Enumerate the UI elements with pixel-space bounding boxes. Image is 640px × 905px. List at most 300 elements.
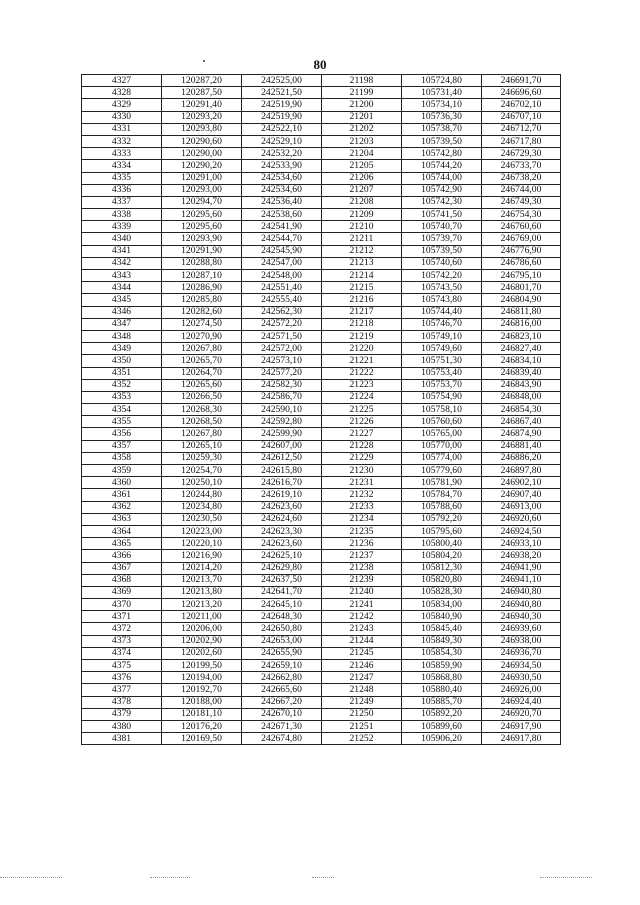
cell-y-left: 242637,50 [242,574,322,586]
cell-y-left: 242572,00 [242,343,322,355]
cell-y-right: 246804,90 [482,294,561,306]
cell-y-left: 242545,90 [242,245,322,257]
cell-point-id-left: 4327 [82,75,162,87]
cell-x-left: 120192,70 [162,684,242,696]
table-row [82,355,561,367]
cell-y-right: 246827,40 [482,343,561,355]
cell-y-right: 246920,60 [482,513,561,525]
cell-point-id-left: 4355 [82,416,162,428]
cell-x-left: 120244,80 [162,489,242,501]
cell-x-right: 105859,90 [402,660,482,672]
cell-x-right: 105743,50 [402,282,482,294]
table-row [82,123,561,135]
cell-y-right: 246691,70 [482,75,561,87]
table-row [82,733,561,745]
cell-x-left: 120188,00 [162,696,242,708]
table-row [82,684,561,696]
cell-point-id-left: 4363 [82,513,162,525]
cell-point-id-right: 21243 [322,623,402,635]
table-row [82,623,561,635]
cell-point-id-right: 21252 [322,733,402,745]
cell-point-id-right: 21234 [322,513,402,525]
table-row [82,428,561,440]
cell-x-left: 120220,10 [162,538,242,550]
cell-point-id-right: 21213 [322,257,402,269]
cell-point-id-right: 21198 [322,75,402,87]
table-row [82,550,561,562]
cell-y-right: 246712,70 [482,123,561,135]
cell-point-id-right: 21226 [322,416,402,428]
cell-y-right: 246696,60 [482,87,561,99]
cell-x-left: 120293,20 [162,111,242,123]
cell-point-id-left: 4338 [82,209,162,221]
cell-y-left: 242623,60 [242,538,322,550]
cell-point-id-left: 4350 [82,355,162,367]
cell-x-right: 105765,00 [402,428,482,440]
cell-x-right: 105739,50 [402,135,482,147]
cell-point-id-left: 4375 [82,660,162,672]
cell-point-id-right: 21247 [322,672,402,684]
cell-point-id-left: 4331 [82,123,162,135]
table-row [82,245,561,257]
cell-point-id-left: 4336 [82,184,162,196]
cell-y-right: 246926,00 [482,684,561,696]
table-row [82,87,561,99]
cell-point-id-right: 21206 [322,172,402,184]
cell-x-right: 105734,10 [402,99,482,111]
table-row [82,233,561,245]
cell-x-left: 120293,90 [162,233,242,245]
cell-point-id-left: 4378 [82,696,162,708]
cell-y-left: 242532,20 [242,148,322,160]
cell-point-id-left: 4373 [82,635,162,647]
cell-y-left: 242525,00 [242,75,322,87]
cell-x-right: 105740,60 [402,257,482,269]
cell-point-id-left: 4348 [82,330,162,342]
scan-edge-line [0,877,62,878]
scan-edge-line [150,877,190,878]
cell-x-right: 105779,60 [402,465,482,477]
cell-x-left: 120216,90 [162,550,242,562]
table-row [82,172,561,184]
cell-point-id-right: 21236 [322,538,402,550]
cell-y-right: 246940,80 [482,599,561,611]
cell-y-left: 242573,10 [242,355,322,367]
cell-x-left: 120213,80 [162,586,242,598]
cell-y-right: 246848,00 [482,391,561,403]
cell-point-id-right: 21204 [322,148,402,160]
table-row [82,720,561,732]
cell-y-left: 242562,30 [242,306,322,318]
cell-x-right: 105758,10 [402,404,482,416]
cell-x-left: 120230,50 [162,513,242,525]
cell-y-right: 246729,30 [482,148,561,160]
cell-x-right: 105770,00 [402,440,482,452]
cell-y-right: 246897,80 [482,465,561,477]
cell-x-right: 105749,10 [402,330,482,342]
cell-y-right: 246938,00 [482,635,561,647]
cell-x-left: 120214,20 [162,562,242,574]
cell-point-id-right: 21221 [322,355,402,367]
cell-point-id-left: 4343 [82,270,162,282]
cell-y-left: 242586,70 [242,391,322,403]
cell-point-id-right: 21200 [322,99,402,111]
cell-x-right: 105906,20 [402,733,482,745]
coordinates-table-body [82,75,561,745]
cell-y-left: 242582,30 [242,379,322,391]
cell-x-left: 120223,00 [162,525,242,537]
scan-edge-line [312,877,334,878]
scan-mark [203,60,205,62]
table-row [82,221,561,233]
cell-x-right: 105731,40 [402,87,482,99]
cell-point-id-left: 4358 [82,452,162,464]
cell-y-right: 246941,10 [482,574,561,586]
cell-y-left: 242629,80 [242,562,322,574]
cell-x-left: 120291,90 [162,245,242,257]
cell-y-left: 242522,10 [242,123,322,135]
cell-x-right: 105795,60 [402,525,482,537]
cell-point-id-right: 21238 [322,562,402,574]
cell-point-id-right: 21223 [322,379,402,391]
cell-y-left: 242667,20 [242,696,322,708]
cell-y-left: 242571,50 [242,330,322,342]
cell-y-right: 246717,80 [482,135,561,147]
cell-y-left: 242674,80 [242,733,322,745]
cell-x-left: 120234,80 [162,501,242,513]
cell-x-right: 105828,30 [402,586,482,598]
cell-y-left: 242529,10 [242,135,322,147]
cell-y-right: 246874,90 [482,428,561,440]
cell-point-id-right: 21246 [322,660,402,672]
cell-point-id-right: 21251 [322,720,402,732]
cell-point-id-left: 4344 [82,282,162,294]
cell-x-right: 105854,30 [402,647,482,659]
cell-x-left: 120181,10 [162,708,242,720]
cell-x-left: 120176,20 [162,720,242,732]
cell-x-left: 120290,20 [162,160,242,172]
cell-point-id-left: 4352 [82,379,162,391]
page-number: 80 [313,57,327,72]
cell-x-left: 120295,60 [162,221,242,233]
cell-y-right: 246816,00 [482,318,561,330]
cell-point-id-left: 4356 [82,428,162,440]
cell-y-right: 246913,00 [482,501,561,513]
cell-point-id-left: 4340 [82,233,162,245]
cell-x-right: 105736,30 [402,111,482,123]
table-row [82,501,561,513]
cell-y-right: 246754,30 [482,209,561,221]
cell-point-id-left: 4330 [82,111,162,123]
cell-point-id-right: 21248 [322,684,402,696]
cell-x-right: 105804,20 [402,550,482,562]
cell-y-right: 246769,00 [482,233,561,245]
cell-point-id-right: 21245 [322,647,402,659]
table-row [82,294,561,306]
table-row [82,660,561,672]
cell-point-id-right: 21240 [322,586,402,598]
cell-y-right: 246907,40 [482,489,561,501]
cell-x-right: 105834,00 [402,599,482,611]
cell-x-right: 105868,80 [402,672,482,684]
cell-y-right: 246749,30 [482,196,561,208]
scan-edge-line [540,877,592,878]
cell-point-id-right: 21218 [322,318,402,330]
table-row [82,404,561,416]
cell-x-right: 105849,30 [402,635,482,647]
cell-y-right: 246867,40 [482,416,561,428]
cell-x-right: 105743,80 [402,294,482,306]
cell-point-id-right: 21249 [322,696,402,708]
cell-x-left: 120206,00 [162,623,242,635]
table-row [82,270,561,282]
cell-y-right: 246917,90 [482,720,561,732]
cell-x-right: 105751,30 [402,355,482,367]
cell-y-left: 242538,60 [242,209,322,221]
table-row [82,367,561,379]
cell-y-right: 246902,10 [482,477,561,489]
cell-x-left: 120213,20 [162,599,242,611]
cell-point-id-left: 4345 [82,294,162,306]
cell-y-right: 246854,30 [482,404,561,416]
cell-point-id-left: 4362 [82,501,162,513]
cell-x-left: 120265,60 [162,379,242,391]
cell-x-right: 105754,90 [402,391,482,403]
table-row [82,184,561,196]
cell-point-id-left: 4347 [82,318,162,330]
table-row [82,99,561,111]
cell-x-right: 105845,40 [402,623,482,635]
table-row [82,379,561,391]
cell-point-id-left: 4361 [82,489,162,501]
cell-y-right: 246939,60 [482,623,561,635]
cell-point-id-left: 4368 [82,574,162,586]
cell-y-right: 246744,00 [482,184,561,196]
coordinates-table [81,74,561,745]
cell-point-id-left: 4374 [82,647,162,659]
cell-x-right: 105740,70 [402,221,482,233]
cell-x-right: 105899,60 [402,720,482,732]
cell-x-left: 120290,60 [162,135,242,147]
cell-y-right: 246738,20 [482,172,561,184]
cell-y-left: 242521,50 [242,87,322,99]
cell-y-left: 242645,10 [242,599,322,611]
cell-y-left: 242616,70 [242,477,322,489]
cell-point-id-right: 21229 [322,452,402,464]
cell-y-left: 242548,00 [242,270,322,282]
cell-point-id-right: 21231 [322,477,402,489]
cell-y-right: 246917,80 [482,733,561,745]
cell-x-right: 105892,20 [402,708,482,720]
cell-point-id-right: 21241 [322,599,402,611]
cell-y-left: 242519,90 [242,99,322,111]
cell-point-id-right: 21209 [322,209,402,221]
cell-point-id-right: 21202 [322,123,402,135]
cell-point-id-right: 21227 [322,428,402,440]
cell-x-right: 105742,30 [402,196,482,208]
cell-x-right: 105774,00 [402,452,482,464]
table-row [82,525,561,537]
cell-x-left: 120267,80 [162,428,242,440]
cell-y-left: 242619,10 [242,489,322,501]
cell-x-right: 105885,70 [402,696,482,708]
cell-y-left: 242612,50 [242,452,322,464]
cell-y-left: 242653,00 [242,635,322,647]
table-row [82,318,561,330]
cell-point-id-left: 4335 [82,172,162,184]
cell-x-left: 120290,00 [162,148,242,160]
cell-y-left: 242541,90 [242,221,322,233]
cell-y-left: 242671,30 [242,720,322,732]
cell-y-right: 246839,40 [482,367,561,379]
cell-y-left: 242536,40 [242,196,322,208]
cell-y-right: 246933,10 [482,538,561,550]
cell-y-left: 242625,10 [242,550,322,562]
table-row [82,611,561,623]
table-row [82,391,561,403]
cell-x-right: 105724,80 [402,75,482,87]
table-row [82,440,561,452]
cell-y-right: 246823,10 [482,330,561,342]
cell-point-id-right: 21250 [322,708,402,720]
cell-y-left: 242670,10 [242,708,322,720]
cell-x-right: 105742,80 [402,148,482,160]
cell-y-right: 246795,10 [482,270,561,282]
cell-point-id-left: 4337 [82,196,162,208]
cell-point-id-left: 4360 [82,477,162,489]
cell-x-left: 120287,20 [162,75,242,87]
cell-point-id-left: 4346 [82,306,162,318]
cell-point-id-left: 4351 [82,367,162,379]
cell-x-left: 120250,10 [162,477,242,489]
cell-x-left: 120291,40 [162,99,242,111]
cell-x-left: 120285,80 [162,294,242,306]
cell-x-right: 105784,70 [402,489,482,501]
cell-x-right: 105749,60 [402,343,482,355]
cell-point-id-right: 21239 [322,574,402,586]
table-row [82,160,561,172]
cell-point-id-right: 21225 [322,404,402,416]
cell-x-right: 105753,70 [402,379,482,391]
table-row [82,708,561,720]
cell-x-left: 120291,00 [162,172,242,184]
cell-y-left: 242533,90 [242,160,322,172]
cell-point-id-right: 21211 [322,233,402,245]
cell-x-left: 120259,30 [162,452,242,464]
cell-point-id-right: 21199 [322,87,402,99]
cell-x-left: 120266,50 [162,391,242,403]
table-row [82,562,561,574]
table-row [82,416,561,428]
cell-y-right: 246702,10 [482,99,561,111]
cell-point-id-right: 21222 [322,367,402,379]
cell-y-left: 242623,60 [242,501,322,513]
cell-point-id-left: 4354 [82,404,162,416]
cell-point-id-left: 4376 [82,672,162,684]
cell-x-right: 105742,90 [402,184,482,196]
cell-y-left: 242650,80 [242,623,322,635]
cell-point-id-right: 21217 [322,306,402,318]
cell-y-right: 246843,90 [482,379,561,391]
table-row [82,75,561,87]
cell-x-right: 105760,60 [402,416,482,428]
cell-point-id-left: 4333 [82,148,162,160]
cell-x-left: 120267,80 [162,343,242,355]
cell-y-left: 242572,20 [242,318,322,330]
cell-point-id-right: 21212 [322,245,402,257]
cell-x-right: 105742,20 [402,270,482,282]
cell-x-right: 105746,70 [402,318,482,330]
cell-x-left: 120287,10 [162,270,242,282]
cell-y-right: 246938,20 [482,550,561,562]
cell-point-id-right: 21237 [322,550,402,562]
cell-x-right: 105880,40 [402,684,482,696]
cell-x-right: 105788,60 [402,501,482,513]
table-row [82,672,561,684]
table-row [82,465,561,477]
cell-point-id-left: 4332 [82,135,162,147]
cell-y-left: 242534,60 [242,172,322,184]
cell-x-right: 105741,50 [402,209,482,221]
cell-point-id-right: 21228 [322,440,402,452]
cell-y-left: 242655,90 [242,647,322,659]
table-row [82,196,561,208]
cell-point-id-left: 4366 [82,550,162,562]
cell-x-left: 120268,30 [162,404,242,416]
table-row [82,599,561,611]
cell-y-right: 246941,90 [482,562,561,574]
cell-y-right: 246881,40 [482,440,561,452]
cell-y-left: 242592,80 [242,416,322,428]
cell-x-left: 120288,80 [162,257,242,269]
cell-point-id-right: 21220 [322,343,402,355]
cell-point-id-left: 4365 [82,538,162,550]
cell-y-right: 246924,40 [482,696,561,708]
table-row [82,452,561,464]
table-row [82,330,561,342]
table-row [82,538,561,550]
table-row [82,135,561,147]
cell-y-right: 246936,70 [482,647,561,659]
cell-x-left: 120202,60 [162,647,242,659]
cell-y-left: 242544,70 [242,233,322,245]
cell-y-left: 242648,30 [242,611,322,623]
cell-point-id-left: 4353 [82,391,162,403]
cell-x-left: 120202,90 [162,635,242,647]
cell-point-id-right: 21233 [322,501,402,513]
cell-x-left: 120211,00 [162,611,242,623]
cell-point-id-left: 4339 [82,221,162,233]
cell-y-left: 242547,00 [242,257,322,269]
cell-x-left: 120286,90 [162,282,242,294]
cell-point-id-right: 21244 [322,635,402,647]
cell-x-left: 120213,70 [162,574,242,586]
cell-point-id-left: 4371 [82,611,162,623]
cell-y-left: 242534,60 [242,184,322,196]
cell-y-right: 246707,10 [482,111,561,123]
cell-x-right: 105753,40 [402,367,482,379]
cell-y-left: 242615,80 [242,465,322,477]
cell-x-left: 120265,70 [162,355,242,367]
cell-y-left: 242641,70 [242,586,322,598]
cell-point-id-right: 21205 [322,160,402,172]
cell-y-right: 246733,70 [482,160,561,172]
cell-x-left: 120194,00 [162,672,242,684]
cell-point-id-right: 21207 [322,184,402,196]
cell-point-id-right: 21242 [322,611,402,623]
cell-y-left: 242623,30 [242,525,322,537]
cell-y-left: 242577,20 [242,367,322,379]
